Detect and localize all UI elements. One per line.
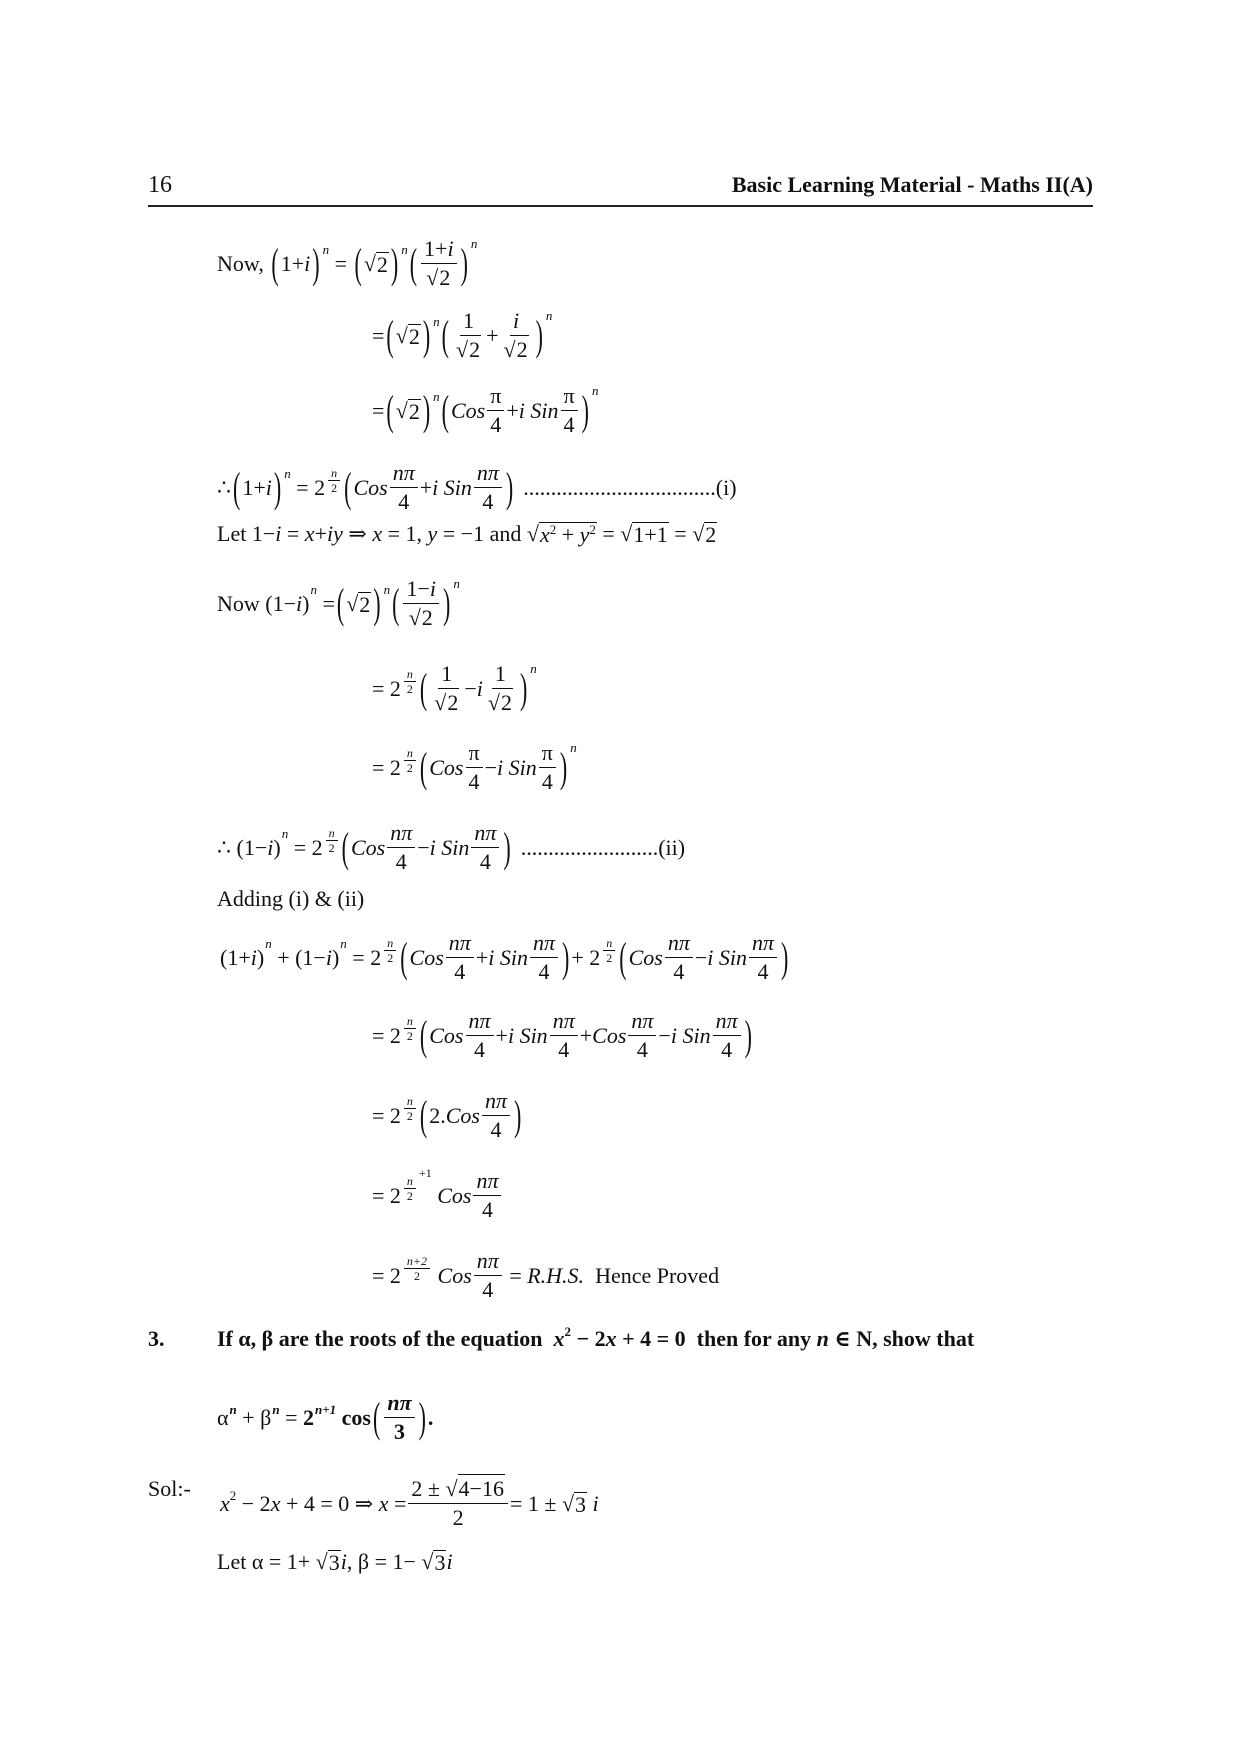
math-line-4: ∴ ( 1+ i ) n = 2 $\frac{n}{2}$ ( Cos $\frac{n\pi}{4}$ + i Sin $\frac{n\pi}{4}$ ) ...................................(i) — [217, 460, 737, 514]
math-line-1: Now, ( 1+ i ) n = ( √ 2 ) n ( $\frac{1+i}{√2}$ ) n — [217, 236, 478, 290]
question-formula: α n + β n = 2 n+1 cos ( $\frac{n\pi}{3}$ ) . — [217, 1390, 434, 1444]
question-text: If α, β are the roots of the equation x 2 − 2 x + 4 = 0 then for any n ∈ N , show that — [217, 1323, 975, 1351]
math-line-12: = 2 $\frac{n}{2}$ ( 2. Cos $\frac{n\pi}{4}$ ) — [372, 1088, 522, 1142]
math-line-6: Now (1− i ) n = ( √ 2 ) n ( $\frac{1-i}{√2}$ ) n — [217, 576, 460, 630]
adding-label: Adding (i) & (ii) — [217, 886, 365, 911]
question-number: 3. — [148, 1326, 165, 1351]
running-header: Basic Learning Material - Maths II(A) — [731, 172, 1093, 197]
sol-line-1: x 2 − 2 x + 4 = 0 ⇒ x = $\frac{2 \pm √4-16}{2}$ = 1 ± √ 3 i — [220, 1476, 599, 1530]
math-line-11: = 2 $\frac{n}{2}$ ( Cos $\frac{n\pi}{4}$ + i Sin $\frac{n\pi}{4}$ + Cos $\frac{n\pi}{4}$ − i Sin $\frac{n\pi}{4}$ ) — [372, 1008, 752, 1062]
header-rule — [148, 205, 1093, 207]
math-line-2: = ( √ 2 ) n ( $\frac{1}{√2}$ + $\frac{i}{√2}$ ) n — [372, 308, 553, 362]
math-line-14: = 2 $\frac{n+2}{2}$ Cos $\frac{n\pi}{4}$ = R.H.S. Hence Proved — [372, 1248, 720, 1302]
math-line-5: Let 1− i = x + iy ⇒ x = 1, y = −1 and √ $x^2 + y^2$ = √ 1+1 = √ 2 — [217, 521, 717, 547]
math-line-9: ∴ (1− i ) n = 2 $\frac{n}{2}$ ( Cos $\frac{n\pi}{4}$ − i Sin $\frac{n\pi}{4}$ ) .........................(ii) — [217, 820, 686, 874]
math-line-10: (1+ i ) n + (1− i ) n = 2 $\frac{n}{2}$ ( Cos $\frac{n\pi}{4}$ + i Sin $\frac{n\pi}{4}$ ) + 2 $\frac{n}{2}$ ( Cos $\frac{n\pi}{4}$ − i Sin $\frac{n\pi}{4}$ ) — [220, 930, 789, 984]
sol-label: Sol:- — [148, 1476, 191, 1501]
sol-line-2: Let α = 1+ √ 3 i , β = 1− √ 3 i — [217, 1549, 453, 1575]
math-line-3: = ( √ 2 ) n ( Cos $\frac{\pi}{4}$ + i Sin $\frac{\pi}{4}$ ) n — [372, 383, 599, 437]
math-line-8: = 2 $\frac{n}{2}$ ( Cos $\frac{\pi}{4}$ − i Sin $\frac{\pi}{4}$ ) n — [372, 740, 577, 794]
math-line-13: = 2 $\frac{n}{2}$ +1 Cos $\frac{n\pi}{4}$ — [372, 1170, 503, 1221]
math-line-7: = 2 $\frac{n}{2}$ ( $\frac{1}{√2}$ − i $\frac{1}{√2}$ ) n — [372, 661, 537, 715]
page-number: 16 — [148, 172, 172, 198]
